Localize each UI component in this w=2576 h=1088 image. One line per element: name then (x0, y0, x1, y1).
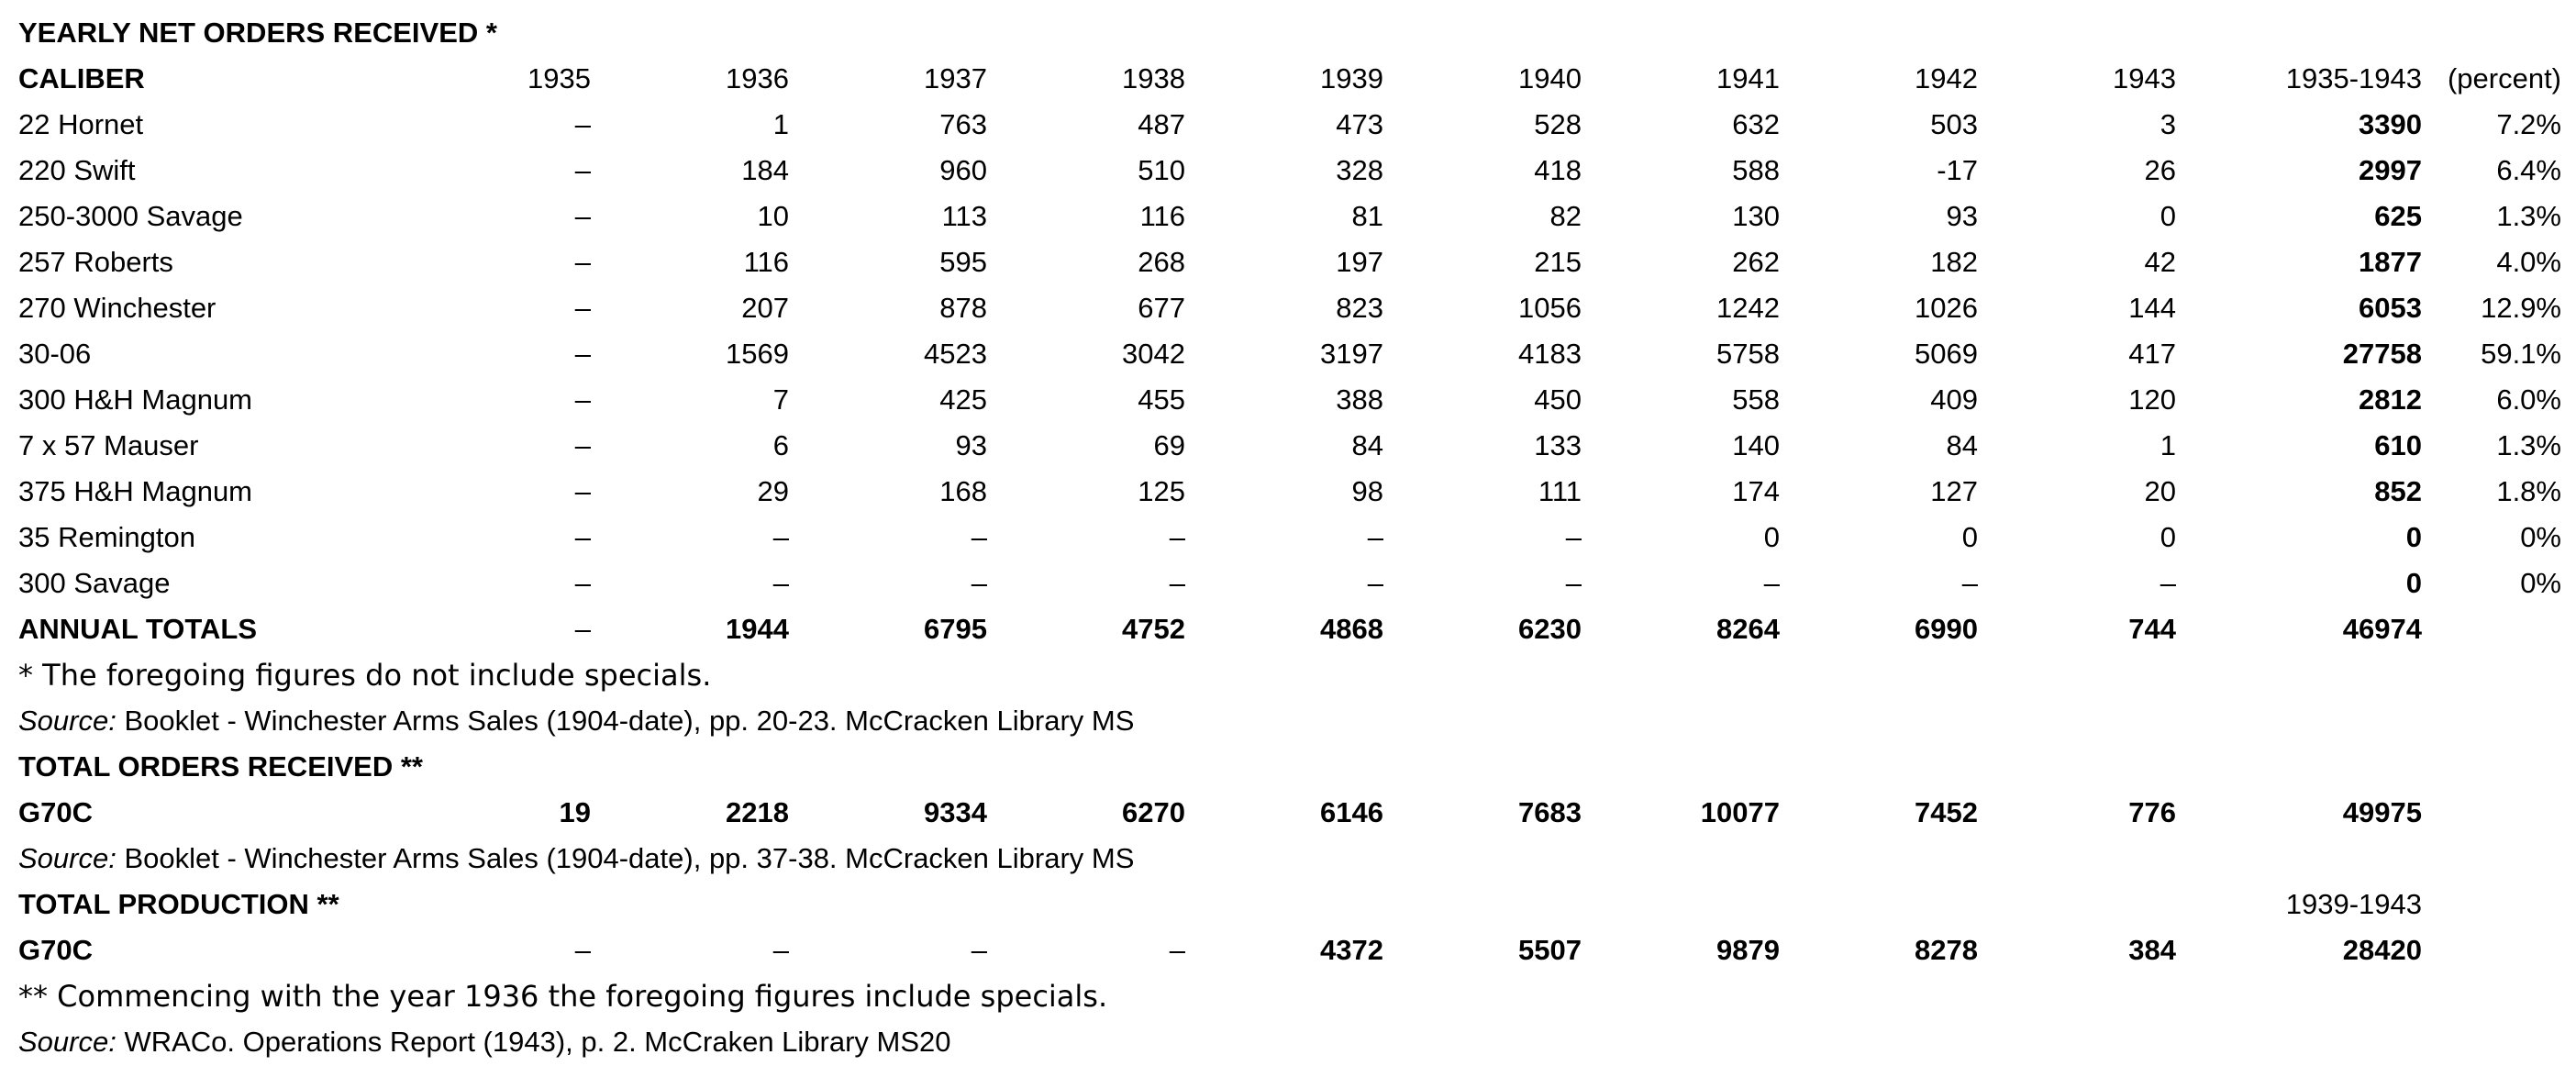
year-value: 1 (2160, 429, 2176, 461)
grand-total: 46974 (2342, 613, 2422, 645)
row-percent: 1.3% (2496, 200, 2561, 232)
year-value: 84 (1351, 429, 1383, 461)
section-title-net-orders (0, 10, 2576, 56)
row-percent: 12.9% (2481, 292, 2561, 324)
year-value: 116 (1139, 200, 1185, 232)
year-value: 7683 (1518, 796, 1582, 828)
year-value: 140 (1732, 429, 1780, 461)
year-value: – (574, 383, 591, 416)
year-value: – (1763, 567, 1780, 599)
year-value: – (772, 934, 789, 966)
year-value: – (971, 934, 987, 966)
g70c-orders-row (0, 790, 2576, 836)
source-row (0, 1019, 2576, 1065)
year-value: 1026 (1915, 292, 1978, 324)
year-value: – (1367, 521, 1383, 553)
year-value: 384 (2128, 934, 2176, 966)
year-value: – (574, 429, 591, 461)
year-value: 184 (741, 154, 789, 186)
header-year-1943: 1943 (2113, 62, 2176, 94)
year-value: – (574, 154, 591, 186)
year-value: 4372 (1320, 934, 1383, 966)
row-percent: 4.0% (2496, 246, 2561, 278)
annual-total-value: 6230 (1518, 613, 1582, 645)
year-value: – (1169, 567, 1185, 599)
annual-total-value: 8264 (1716, 613, 1780, 645)
year-value: 69 (1153, 429, 1185, 461)
annual-total-value: 6795 (924, 613, 987, 645)
year-value: 823 (1336, 292, 1383, 324)
row-total: 28420 (2342, 934, 2422, 966)
year-value: 81 (1351, 200, 1383, 232)
year-value: 144 (2128, 292, 2176, 324)
year-value: – (971, 521, 987, 553)
source-citation (18, 1019, 951, 1065)
row-total: 610 (2374, 429, 2422, 461)
year-value: – (574, 338, 591, 370)
year-value: 510 (1138, 154, 1185, 186)
year-value: – (2160, 567, 2176, 599)
year-value: 127 (1930, 475, 1978, 507)
section-title: YEARLY NET ORDERS RECEIVED * (18, 17, 497, 49)
g70c-production-row (0, 927, 2576, 973)
model-label: G70C (18, 796, 93, 828)
table-row (0, 377, 2576, 423)
year-value: 450 (1534, 383, 1582, 416)
header-caliber: CALIBER (18, 62, 145, 94)
source-prefix: Source: (18, 842, 117, 874)
header-year-1939: 1939 (1320, 62, 1383, 94)
caliber-name: 7 x 57 Mauser (18, 429, 199, 461)
year-value: – (574, 934, 591, 966)
year-value: 677 (1138, 292, 1185, 324)
year-value: – (1961, 567, 1978, 599)
year-value: 120 (2128, 383, 2176, 416)
footnote-row (0, 652, 2576, 698)
year-value: 960 (939, 154, 987, 186)
annual-total-value: 4752 (1122, 613, 1185, 645)
year-value: – (574, 475, 591, 507)
caliber-name: 375 H&H Magnum (18, 475, 253, 507)
header-year-1935: 1935 (527, 62, 591, 94)
table-row (0, 515, 2576, 561)
row-total: 2812 (2359, 383, 2422, 416)
year-value: – (971, 567, 987, 599)
header-year-1941: 1941 (1716, 62, 1780, 94)
caliber-name: 250-3000 Savage (18, 200, 243, 232)
year-value: -17 (1937, 154, 1978, 186)
year-value: – (1565, 521, 1582, 553)
year-value: 98 (1351, 475, 1383, 507)
year-value: 268 (1138, 246, 1185, 278)
year-value: – (574, 292, 591, 324)
year-value: 215 (1534, 246, 1582, 278)
year-value: 7 (772, 383, 789, 416)
year-value: – (772, 521, 789, 553)
production-range-label: 1939-1943 (2285, 888, 2422, 920)
row-total: 3390 (2359, 108, 2422, 140)
caliber-name: 30-06 (18, 338, 92, 370)
year-value: – (1169, 521, 1185, 553)
year-value: 182 (1930, 246, 1978, 278)
row-percent: 6.0% (2496, 383, 2561, 416)
row-total: 1877 (2359, 246, 2422, 278)
year-value: 262 (1732, 246, 1780, 278)
year-value: 4183 (1518, 338, 1582, 370)
annual-total-value: 744 (2128, 613, 2176, 645)
source-text: WRACo. Operations Report (1943), p. 2. McCraken Library MS20 (116, 1026, 951, 1058)
header-year-1936: 1936 (726, 62, 789, 94)
year-value: 4523 (924, 338, 987, 370)
row-percent: 0% (2520, 521, 2561, 553)
year-value: 19 (559, 796, 591, 828)
year-value: 878 (939, 292, 987, 324)
caliber-name: 35 Remington (18, 521, 196, 553)
year-value: 595 (939, 246, 987, 278)
section-title-production (0, 882, 2576, 927)
year-value: 417 (2128, 338, 2176, 370)
table-row (0, 285, 2576, 331)
year-value: 3042 (1122, 338, 1185, 370)
model-label: G70C (18, 934, 93, 966)
caliber-name: 220 Swift (18, 154, 136, 186)
year-value: 487 (1138, 108, 1185, 140)
table-row (0, 331, 2576, 377)
year-value: – (574, 246, 591, 278)
row-total: 49975 (2342, 796, 2422, 828)
year-value: 3197 (1320, 338, 1383, 370)
source-row (0, 698, 2576, 744)
table-row (0, 148, 2576, 194)
year-value: 418 (1534, 154, 1582, 186)
annual-total-value: 1944 (726, 613, 789, 645)
year-value: 503 (1930, 108, 1978, 140)
year-value: 9879 (1716, 934, 1780, 966)
year-value: 29 (757, 475, 789, 507)
footnote: ** Commencing with the year 1936 the foregoing figures include specials. (18, 979, 1108, 1014)
year-value: 20 (2144, 475, 2176, 507)
year-value: 42 (2144, 246, 2176, 278)
year-value: 1569 (726, 338, 789, 370)
year-value: 388 (1336, 383, 1383, 416)
source-row (0, 836, 2576, 882)
year-value: 84 (1946, 429, 1978, 461)
year-value: 558 (1732, 383, 1780, 416)
year-value: 9334 (924, 796, 987, 828)
year-value: 6270 (1122, 796, 1185, 828)
year-value: 776 (2128, 796, 2176, 828)
year-value: 113 (941, 200, 987, 232)
annual-totals-row (0, 606, 2576, 652)
source-citation (18, 698, 1134, 744)
year-value: 6 (772, 429, 789, 461)
row-percent: 1.8% (2496, 475, 2561, 507)
table-row (0, 102, 2576, 148)
year-value: 111 (1538, 475, 1582, 507)
source-prefix: Source: (18, 1026, 117, 1058)
row-total: 625 (2374, 200, 2422, 232)
source-prefix: Source: (18, 705, 117, 737)
row-total: 6053 (2359, 292, 2422, 324)
row-total: 2997 (2359, 154, 2422, 186)
table-row (0, 561, 2576, 606)
year-value: 6146 (1320, 796, 1383, 828)
annual-total-value: 6990 (1915, 613, 1978, 645)
year-value: 125 (1138, 475, 1185, 507)
year-value: – (574, 200, 591, 232)
year-value: 328 (1336, 154, 1383, 186)
year-value: 0 (2160, 200, 2176, 232)
source-text: Booklet - Winchester Arms Sales (1904-date), pp. 20-23. McCracken Library MS (116, 705, 1135, 737)
year-value: 133 (1534, 429, 1582, 461)
row-total: 852 (2374, 475, 2422, 507)
source-citation (18, 836, 1134, 882)
year-value: 3 (2160, 108, 2176, 140)
year-value: 588 (1732, 154, 1780, 186)
section-title: TOTAL PRODUCTION ** (18, 888, 339, 920)
year-value: – (1169, 934, 1185, 966)
caliber-name: 300 H&H Magnum (18, 383, 253, 416)
row-percent: 6.4% (2496, 154, 2561, 186)
year-value: – (1367, 567, 1383, 599)
year-value: 10077 (1700, 796, 1780, 828)
year-value: 0 (1763, 521, 1780, 553)
header-year-1942: 1942 (1915, 62, 1978, 94)
header-percent: (percent) (2447, 62, 2561, 94)
year-value: 10 (757, 200, 789, 232)
table-row (0, 194, 2576, 239)
footnote-row (0, 973, 2576, 1019)
year-value: 8278 (1915, 934, 1978, 966)
row-percent: 1.3% (2496, 429, 2561, 461)
totals-label: ANNUAL TOTALS (18, 613, 258, 645)
caliber-name: 300 Savage (18, 567, 171, 599)
year-value: 528 (1534, 108, 1582, 140)
year-value: 473 (1336, 108, 1383, 140)
year-value: 93 (1946, 200, 1978, 232)
year-value: 197 (1336, 246, 1383, 278)
year-value: 455 (1138, 383, 1185, 416)
year-value: – (574, 567, 591, 599)
caliber-name: 22 Hornet (18, 108, 144, 140)
header-year-1940: 1940 (1518, 62, 1582, 94)
year-value: 0 (1961, 521, 1978, 553)
row-percent: 7.2% (2496, 108, 2561, 140)
table-row (0, 469, 2576, 515)
year-value: 763 (939, 108, 987, 140)
year-value: 2218 (726, 796, 789, 828)
header-total: 1935-1943 (2285, 62, 2422, 94)
year-value: 409 (1930, 383, 1978, 416)
table-row (0, 423, 2576, 469)
row-total: 27758 (2342, 338, 2422, 370)
year-value: 82 (1549, 200, 1582, 232)
year-value: 425 (939, 383, 987, 416)
row-percent: 59.1% (2481, 338, 2561, 370)
year-value: 93 (955, 429, 987, 461)
year-value: 7452 (1915, 796, 1978, 828)
year-value: 0 (2160, 521, 2176, 553)
header-year-1938: 1938 (1122, 62, 1185, 94)
section-title-total-orders (0, 744, 2576, 790)
header-year-1937: 1937 (924, 62, 987, 94)
year-value: 1242 (1716, 292, 1780, 324)
year-value: 632 (1732, 108, 1780, 140)
year-value: 5758 (1716, 338, 1780, 370)
header-row (0, 56, 2576, 102)
footnote: * The foregoing figures do not include specials. (18, 658, 712, 693)
row-total: 0 (2405, 567, 2422, 599)
year-value: – (574, 108, 591, 140)
year-value: 1 (772, 108, 789, 140)
year-value: 130 (1732, 200, 1780, 232)
year-value: 168 (939, 475, 987, 507)
row-percent: 0% (2520, 567, 2561, 599)
year-value: – (574, 521, 591, 553)
year-value: – (1565, 567, 1582, 599)
annual-total-value: 4868 (1320, 613, 1383, 645)
year-value: 5507 (1518, 934, 1582, 966)
year-value: 174 (1732, 475, 1780, 507)
year-value: 116 (743, 246, 789, 278)
year-value: – (772, 567, 789, 599)
year-value: 207 (741, 292, 789, 324)
year-value: 5069 (1915, 338, 1978, 370)
source-text: Booklet - Winchester Arms Sales (1904-date), pp. 37-38. McCracken Library MS (116, 842, 1135, 874)
row-total: 0 (2405, 521, 2422, 553)
annual-total-value: – (574, 613, 591, 645)
caliber-name: 257 Roberts (18, 246, 173, 278)
table-row (0, 239, 2576, 285)
year-value: 1056 (1518, 292, 1582, 324)
caliber-name: 270 Winchester (18, 292, 217, 324)
year-value: 26 (2144, 154, 2176, 186)
section-title: TOTAL ORDERS RECEIVED ** (18, 750, 423, 783)
